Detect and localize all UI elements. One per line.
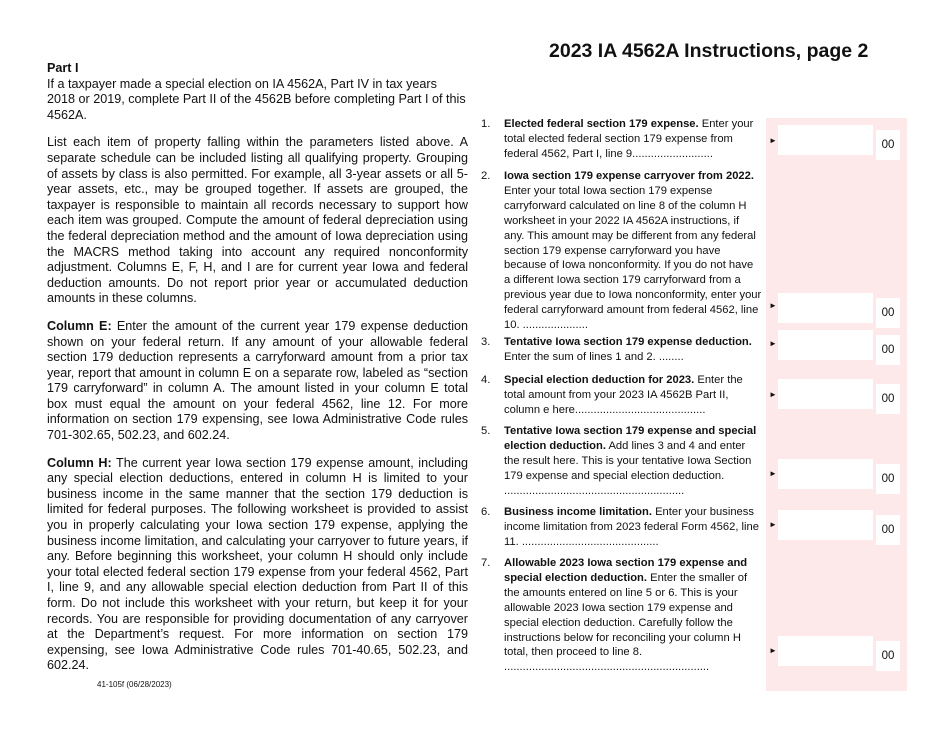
arrow-icon: ► [769,301,777,310]
arrow-icon: ► [769,469,777,478]
line-7-cents[interactable]: 00 [876,641,900,671]
line-1-cents[interactable]: 00 [876,130,900,160]
line-1-amount-input[interactable] [778,125,873,155]
line-4-amount-input[interactable] [778,379,873,409]
line-3-amount-input[interactable] [778,330,873,360]
line-text: Tentative Iowa section 179 expense and special election deduction. Add lines 3 and 4 and enter the result here. This is your tentative Iowa Section 179 expense and special election deduction. .......................................................... [504,425,757,497]
line-number: 3. [481,336,491,348]
part-paragraph: If a taxpayer made a special election on IA 4562A, Part IV in tax years 2018 or 2019, complete Part II of the 4562B before completing Part I of this 4562A. [47,76,466,122]
form-code: 41-105f (06/28/2023) [97,680,172,689]
column-h-text: The current year Iowa section 179 expense amount, including any special election deductions, entered in column H is limited to your business income in the same manner that the section 179 deduction is limited for federal purposes. The following worksheet is provided to assist you in properly calculating your Iowa section 179 expense, applying the business income limitation, and calculating your carryover to future years, if any. Before beginning this worksheet, your column H should only include your total elected federal section 179 expense from your federal 4562, Part I, line 9, and any allowable special election deduction from Part II of this form. Do not include this worksheet with your return, but keep it for your records. You are responsible for providing documentation of any carryover at the Department’s request. For more information on section 179 expensing, see Iowa Administrative Code rules 701-40.65, 502.23, and 602.24. [47,455,468,673]
line-text: Elected federal section 179 expense. Enter your total elected federal section 179 expense from federal 4562, Part I, line 9.......................... [504,118,754,160]
line-text: Business income limitation. Enter your business income limitation from 2023 federal Form 4562, line 11. ............................................ [504,506,759,548]
line-2-amount-input[interactable] [778,293,873,323]
line-6-amount-input[interactable] [778,510,873,540]
page-title: 2023 IA 4562A Instructions, page 2 [549,40,869,62]
line-number: 7. [481,557,491,569]
arrow-icon: ► [769,390,777,399]
line-text: Special election deduction for 2023. Enter the total amount from your 2023 IA 4562B Part II, column e here.......................................... [504,374,743,416]
line-number: 2. [481,170,491,182]
line-number: 6. [481,506,491,518]
arrow-icon: ► [769,339,777,348]
column-e-label: Column E: [47,318,112,333]
line-text: Tentative Iowa section 179 expense deduction. Enter the sum of lines 1 and 2. ........ [504,336,752,363]
arrow-icon: ► [769,646,777,655]
line-2-cents[interactable]: 00 [876,298,900,328]
column-h-paragraph [47,456,468,674]
line-4-cents[interactable]: 00 [876,384,900,414]
line-6-cents[interactable]: 00 [876,515,900,545]
line-3-cents[interactable]: 00 [876,335,900,365]
instructions-column [47,61,468,686]
line-5-cents[interactable]: 00 [876,464,900,494]
list-paragraph: List each item of property falling within the parameters listed above. A separate schedule can be included listing all qualifying property. Grouping of assets by class is also permitted. For example, all 3-year assets or all 5-year assets, etc., may be grouped together. If assets are grouped, the taxpayer is responsible to maintain all records necessary to support how each item was grouped. Compute the amount of federal depreciation using the federal depreciation method and the amount of Iowa depreciation using the MACRS method taking into account any required nonconformity adjustment. Columns E, F, H, and I are for current year Iowa and federal deduction amounts. Do not report prior year or accumulated deduction amounts in these columns. [47,135,468,306]
line-number: 5. [481,425,491,437]
arrow-icon: ► [769,520,777,529]
column-h-label: Column H: [47,455,112,470]
line-7-amount-input[interactable] [778,636,873,666]
line-number: 1. [481,118,491,130]
column-e-paragraph [47,319,468,444]
column-e-text: Enter the amount of the current year 179 expense deduction shown on your federal return. If any amount of your allowable federal section 179 deduction represents a carryforward amount from a prior tax year, report that amount in column E on a separate row, labeled as “section 179 carryforward” in column A. The amount listed in your column E total box must equal the amount on your federal 4562, line 12. For more information on section 179 expensing, see Iowa Administrative Code rules 701-302.65, 502.23, and 602.24. [47,318,468,443]
line-number: 4. [481,374,491,386]
part-heading: Part I [47,61,79,75]
line-text: Allowable 2023 Iowa section 179 expense and special election deduction. Enter the smaller of the amounts entered on line 5 or 6. This is your allowable 2023 Iowa section 179 expense and special election deduction. Carefully follow the instructions below for reconciling your column H total, then proceed to line 8. .................................................................. [504,557,748,674]
arrow-icon: ► [769,136,777,145]
line-text: Iowa section 179 expense carryover from 2022. Enter your total Iowa section 179 expense carryforward calculated on line 8 of the column H worksheet in your 2022 IA 4562A instructions, if any. This amount may be different from any federal section 179 expense carryforward you have because of Iowa nonconformity. If you do not have a different Iowa section 179 carryforward from a previous year due to Iowa nonconformity, enter your federal carryforward amount from federal 4562, line 10. ..................... [504,170,762,332]
line-5-amount-input[interactable] [778,459,873,489]
